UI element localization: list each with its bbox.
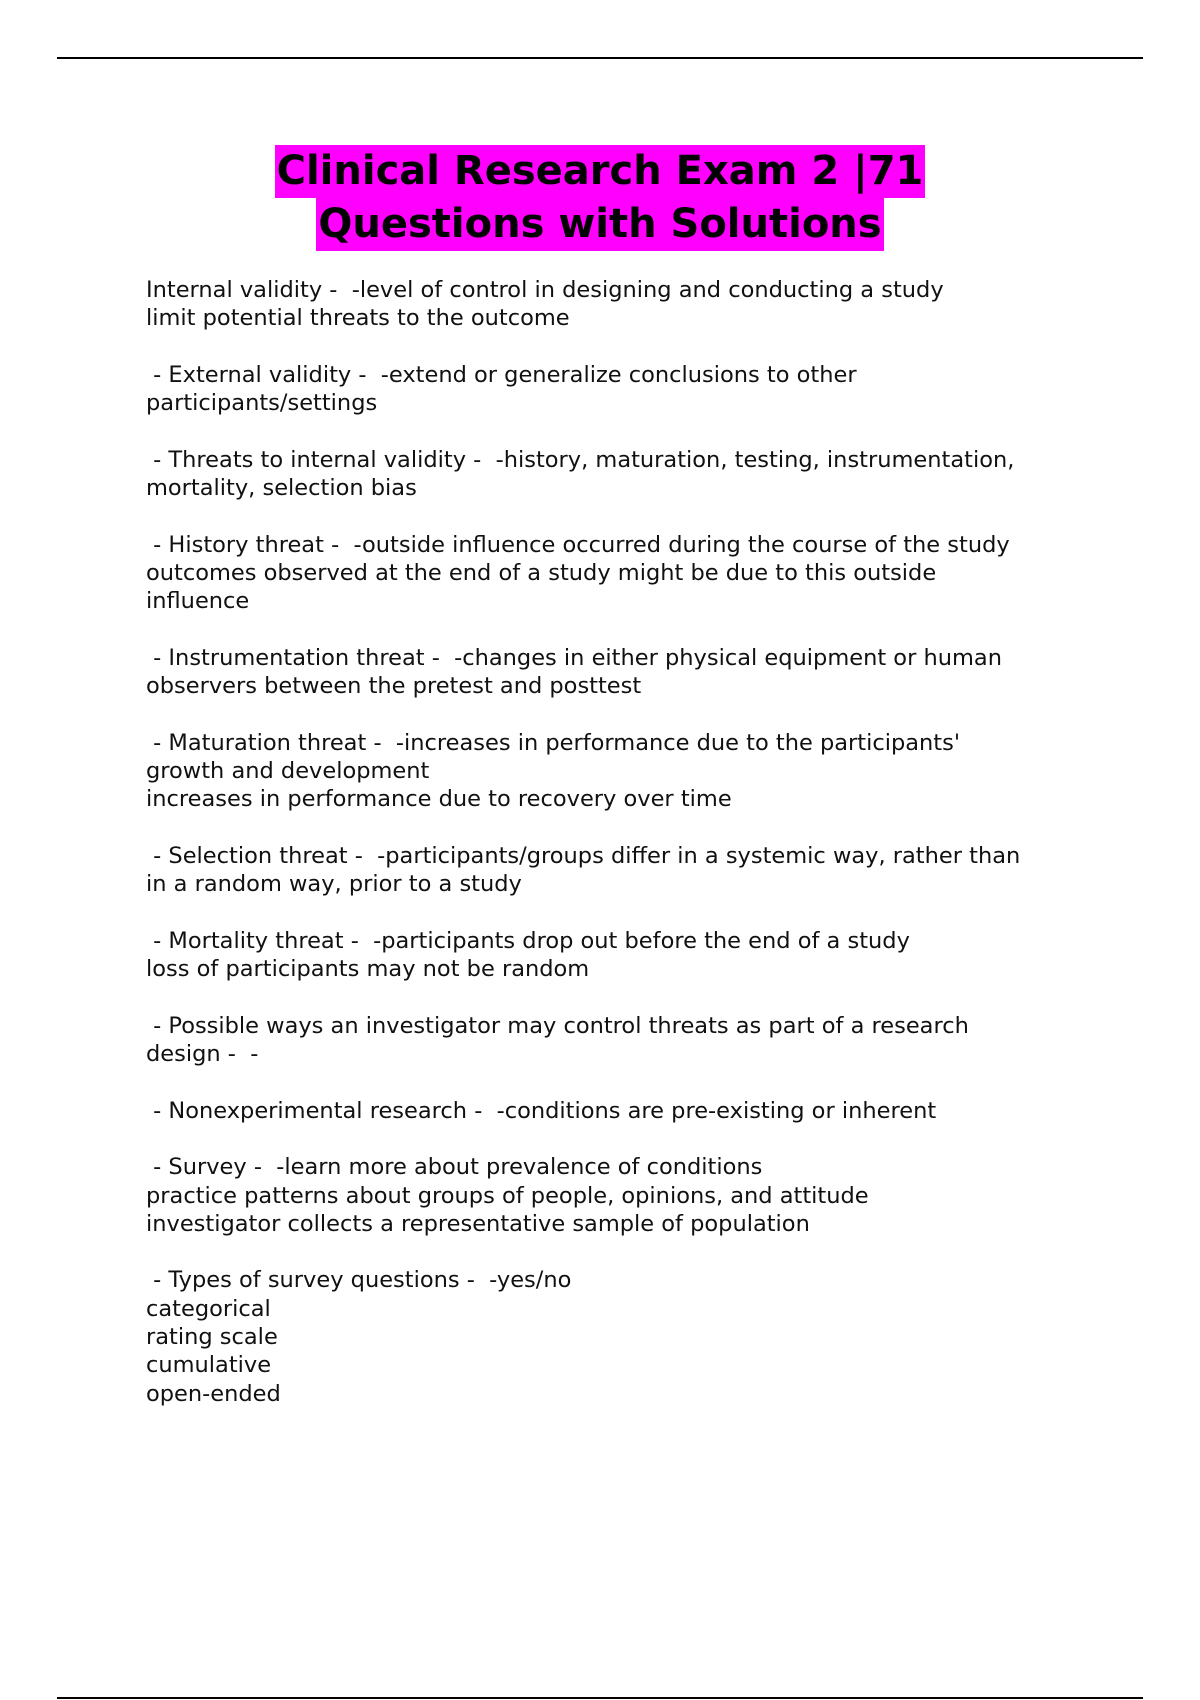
qa-entry <box>146 361 1106 418</box>
document-title <box>0 145 1200 251</box>
entry-line: categorical <box>146 1295 271 1322</box>
title-line-2: Questions with Solutions <box>316 198 883 251</box>
qa-entry <box>146 842 1106 899</box>
entry-line: design - - <box>146 1041 259 1068</box>
entry-line: - Threats to internal validity - -history, maturation, testing, instrumentation, <box>146 446 1015 473</box>
qa-entry <box>146 1266 1106 1407</box>
header-rule <box>57 57 1143 59</box>
entry-line: participants/settings <box>146 390 378 417</box>
entry-line: mortality, selection bias <box>146 475 417 502</box>
entry-line: outcomes observed at the end of a study might be due to this outside <box>146 559 937 586</box>
entry-line: open-ended <box>146 1380 281 1407</box>
document-body <box>146 276 1106 1436</box>
entry-line: - Possible ways an investigator may control threats as part of a research <box>146 1012 969 1039</box>
qa-entry <box>146 927 1106 984</box>
title-line-1: Clinical Research Exam 2 |71 <box>275 145 926 198</box>
entry-line: - Maturation threat - -increases in performance due to the participants' <box>146 729 961 756</box>
entry-line: growth and development <box>146 758 430 785</box>
qa-entry <box>146 1097 1106 1125</box>
entry-line: influence <box>146 588 250 615</box>
entry-line: - Nonexperimental research - -conditions are pre-existing or inherent <box>146 1097 937 1124</box>
qa-entry <box>146 1153 1106 1238</box>
footer-rule <box>57 1697 1143 1699</box>
qa-entry <box>146 531 1106 616</box>
entry-line: observers between the pretest and posttest <box>146 673 642 700</box>
entry-line: - History threat - -outside influence occurred during the course of the study <box>146 531 1010 558</box>
qa-entry <box>146 1012 1106 1069</box>
entry-line: - Selection threat - -participants/groups differ in a systemic way, rather than <box>146 842 1021 869</box>
entry-line: increases in performance due to recovery over time <box>146 786 732 813</box>
entry-line: - Survey - -learn more about prevalence of conditions <box>146 1154 763 1181</box>
entry-line: rating scale <box>146 1323 278 1350</box>
entry-line: loss of participants may not be random <box>146 956 590 983</box>
entry-line: limit potential threats to the outcome <box>146 305 570 332</box>
entry-line: Internal validity - -level of control in designing and conducting a study <box>146 277 944 303</box>
entry-line: - External validity - -extend or generalize conclusions to other <box>146 361 857 388</box>
entry-line: investigator collects a representative sample of population <box>146 1210 810 1237</box>
qa-entry <box>146 644 1106 701</box>
entry-line: in a random way, prior to a study <box>146 871 522 898</box>
qa-entry <box>146 446 1106 503</box>
qa-entry <box>146 276 1106 333</box>
entry-line: practice patterns about groups of people, opinions, and attitude <box>146 1182 869 1209</box>
entry-line: - Mortality threat - -participants drop out before the end of a study <box>146 927 910 954</box>
entry-line: cumulative <box>146 1352 272 1379</box>
entry-line: - Types of survey questions - -yes/no <box>146 1267 572 1294</box>
qa-entry <box>146 729 1106 814</box>
entry-line: - Instrumentation threat - -changes in either physical equipment or human <box>146 644 1002 671</box>
